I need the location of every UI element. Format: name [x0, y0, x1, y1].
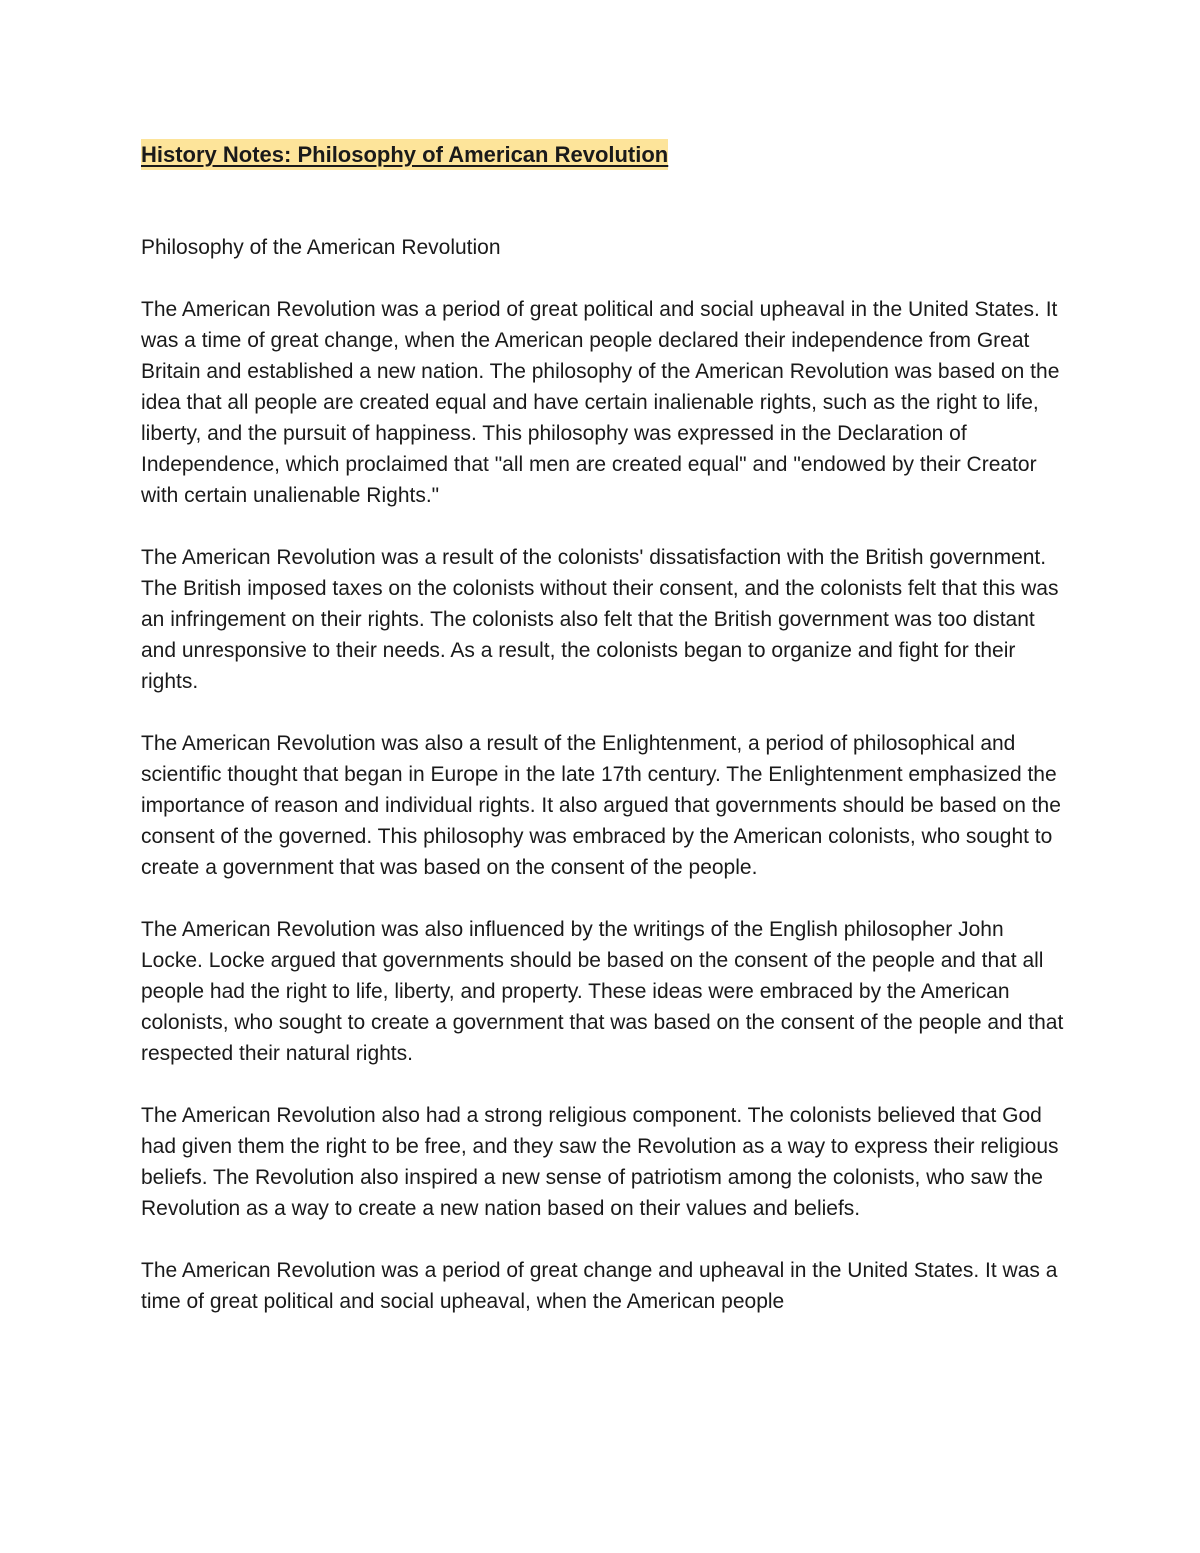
paragraph-5: The American Revolution also had a strong religious component. The colonists believed that God had given them the right to be free, and they saw the Revolution as a way to express their religious beliefs. The Revolution also inspired a new sense of patriotism among the colonists, who saw the Revolution as a way to create a new nation based on their values and beliefs. [141, 1104, 1059, 1220]
document-title: History Notes: Philosophy of American Revolution [141, 139, 668, 170]
paragraph-3: The American Revolution was also a result of the Enlightenment, a period of philosophical and scientific thought that began in Europe in the late 17th century. The Enlightenment emphasized the importance of reason and individual rights. It also argued that governments should be based on the consent of the governed. This philosophy was embraced by the American colonists, who sought to create a government that was based on the consent of the people. [141, 732, 1061, 879]
document-body [141, 139, 1071, 1317]
paragraph-4: The American Revolution was also influenced by the writings of the English philosopher John Locke. Locke argued that governments should be based on the consent of the people and that all people had the right to life, liberty, and property. These ideas were embraced by the American colonists, who sought to create a government that was based on the consent of the people and that respected their natural rights. [141, 918, 1064, 1065]
paragraph-1: The American Revolution was a period of great political and social upheaval in the United States. It was a time of great change, when the American people declared their independence from Great Britain and established a new nation. The philosophy of the American Revolution was based on the idea that all people are created equal and have certain inalienable rights, such as the right to life, liberty, and the pursuit of happiness. This philosophy was expressed in the Declaration of Independence, which proclaimed that "all men are created equal" and "endowed by their Creator with certain unalienable Rights." [141, 298, 1060, 507]
section-heading: Philosophy of the American Revolution [141, 236, 501, 259]
paragraph-6: The American Revolution was a period of great change and upheaval in the United States. It was a time of great political and social upheaval, when the American people [141, 1259, 1058, 1313]
paragraph-2: The American Revolution was a result of the colonists' dissatisfaction with the British government. The British imposed taxes on the colonists without their consent, and the colonists felt that this was an infringement on their rights. The colonists also felt that the British government was too distant and unresponsive to their needs. As a result, the colonists began to organize and fight for their rights. [141, 546, 1059, 693]
